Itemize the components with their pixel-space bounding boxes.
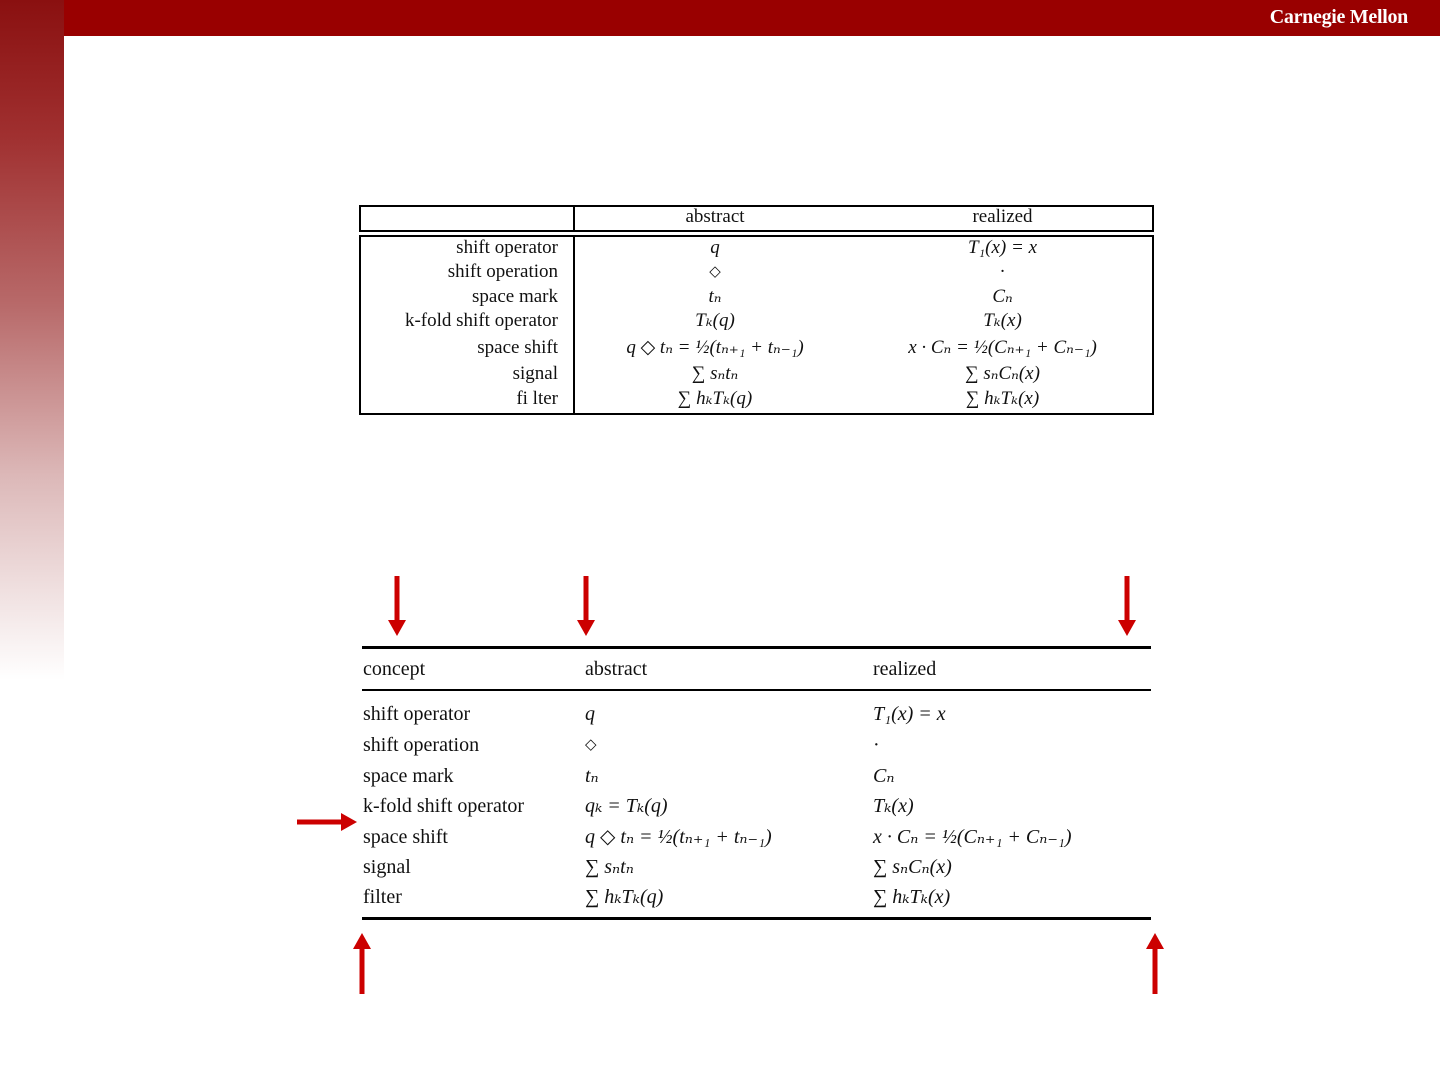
old-row-concept: k-fold shift operator (404, 310, 558, 331)
new-row-realized: Tₖ(x) (873, 795, 914, 817)
new-row-concept: signal (363, 856, 411, 878)
arrow-down-icon (575, 576, 597, 638)
bottom-rule (362, 917, 1151, 920)
old-header-abstract: abstract (685, 206, 745, 227)
new-row-realized: ∑ hₖTₖ(x) (873, 886, 951, 908)
old-row-realized: x · Cₙ = ½(Cₙ₊₁ + Cₙ₋₁) (908, 337, 1097, 358)
old-row-realized: Tₖ(x) (983, 310, 1022, 331)
new-row-realized: T₁(x) = x (873, 703, 946, 725)
new-row-abstract: q ◇ tₙ = ½(tₙ₊₁ + tₙ₋₁) (585, 826, 772, 848)
old-row-realized: Cₙ (992, 286, 1013, 307)
header-bar (0, 0, 1440, 36)
arrow-up-icon (351, 932, 373, 994)
new-row-realized: Cₙ (873, 765, 895, 787)
old-row-concept: shift operation (447, 261, 558, 282)
new-row-abstract: qₖ = Tₖ(q) (585, 795, 668, 817)
arrow-right-icon (297, 811, 359, 833)
new-row-concept: space mark (363, 765, 454, 787)
top-rule (362, 646, 1151, 649)
new-row-concept: shift operation (363, 734, 480, 756)
new-row-concept: space shift (363, 826, 448, 848)
old-row-realized: ∑ hₖTₖ(x) (965, 388, 1040, 409)
old-row-abstract: q ◇ tₙ = ½(tₙ₊₁ + tₙ₋₁) (626, 337, 804, 358)
new-row-abstract: ◇ (585, 737, 597, 753)
new-header-concept: concept (363, 658, 426, 680)
arrow-up-icon (1144, 932, 1166, 994)
mid-rule (362, 689, 1151, 691)
old-row-concept: fi lter (516, 388, 558, 409)
old-row-abstract: ∑ sₙtₙ (691, 363, 739, 384)
new-row-concept: shift operator (363, 703, 471, 725)
sidebar-gradient (0, 0, 64, 680)
old-row-abstract: ∑ hₖTₖ(q) (677, 388, 753, 409)
arrow-down-icon (1116, 576, 1138, 638)
old-table-body-divider (573, 235, 575, 415)
new-header-realized: realized (873, 658, 937, 680)
old-table-header-divider (573, 205, 575, 232)
old-row-abstract: ◇ (709, 264, 721, 280)
new-row-abstract: tₙ (585, 765, 599, 787)
new-row-abstract: ∑ sₙtₙ (585, 856, 634, 878)
old-row-concept: signal (512, 363, 558, 384)
new-row-realized: x · Cₙ = ½(Cₙ₊₁ + Cₙ₋₁) (873, 826, 1072, 848)
old-row-realized: · (999, 261, 1006, 282)
old-row-concept: shift operator (456, 237, 558, 258)
new-row-concept: filter (363, 886, 402, 908)
new-row-realized: ∑ sₙCₙ(x) (873, 856, 952, 878)
new-header-abstract: abstract (585, 658, 648, 680)
brand-logo: Carnegie Mellon (1269, 6, 1408, 28)
old-row-concept: space mark (472, 286, 558, 307)
arrow-down-icon (386, 576, 408, 638)
old-header-realized: realized (972, 206, 1033, 227)
new-row-concept: k-fold shift operator (363, 795, 525, 817)
old-row-abstract: Tₖ(q) (695, 310, 735, 331)
new-row-abstract: ∑ hₖTₖ(q) (585, 886, 664, 908)
old-row-abstract: tₙ (708, 286, 722, 307)
old-row-abstract: q (710, 237, 720, 258)
old-row-realized: T₁(x) = x (967, 237, 1037, 258)
old-row-concept: space shift (477, 337, 558, 358)
new-row-abstract: q (585, 703, 595, 725)
old-row-realized: ∑ sₙCₙ(x) (965, 363, 1040, 384)
new-row-realized: · (873, 734, 880, 756)
